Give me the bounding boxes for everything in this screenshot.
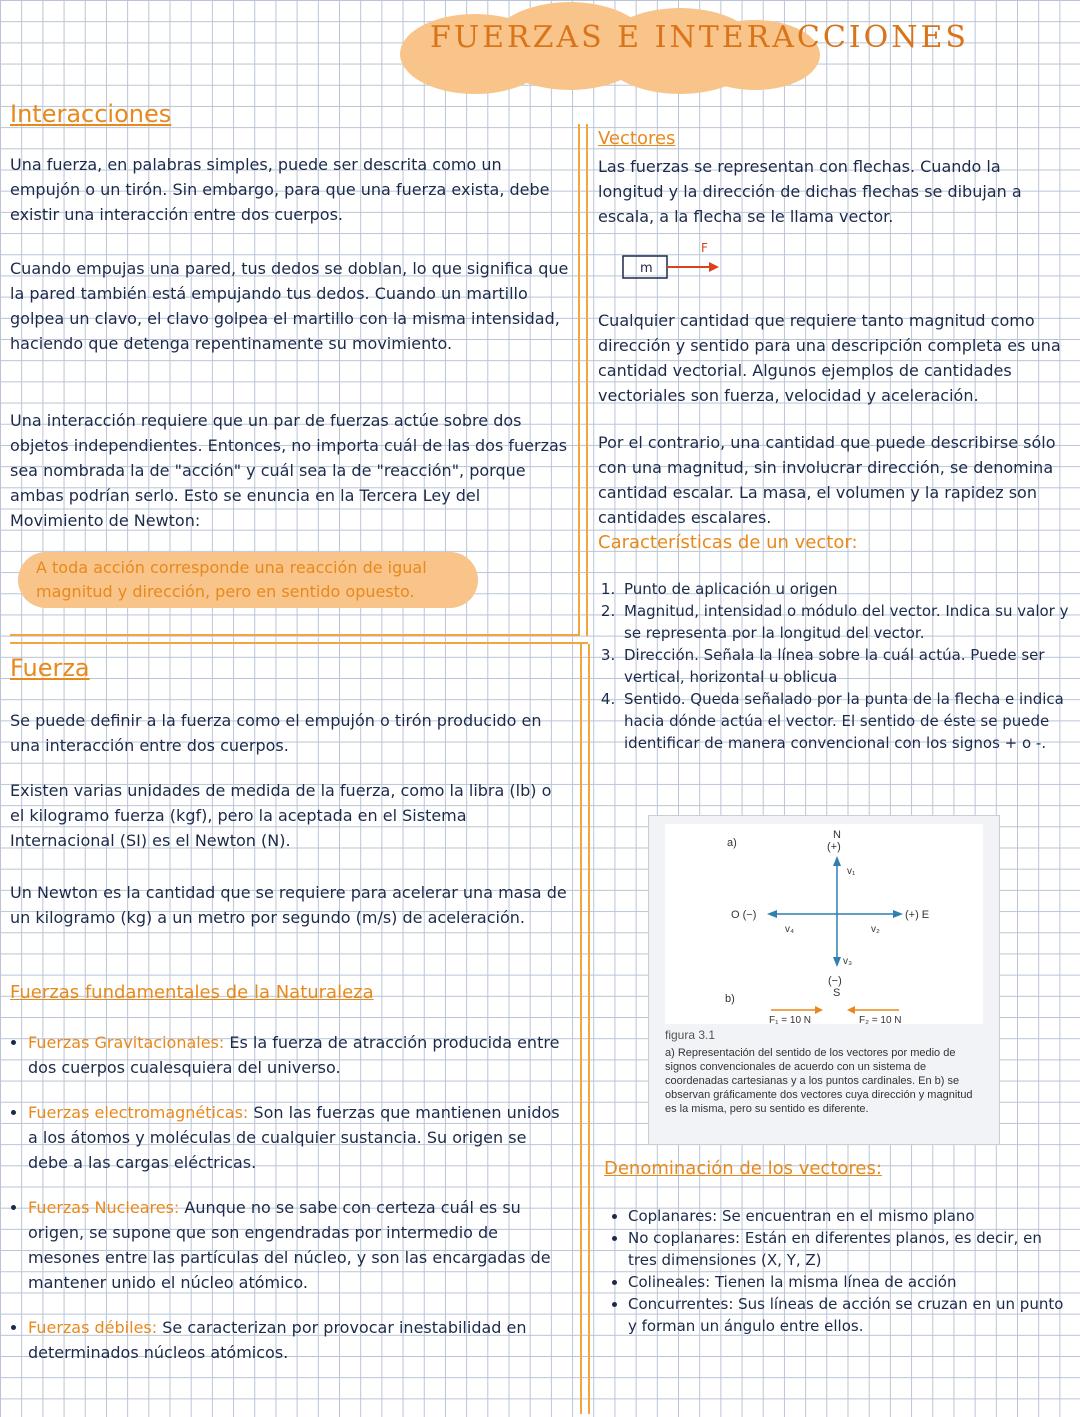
south-sign: (−) [828,975,842,987]
list-item: 2. Magnitud, intensidad o módulo del vector. Indica su valor y se representa por la longitud del vector. [620,600,1080,644]
vectores-heading: Vectores [598,128,676,149]
fundamentales-heading: Fuerzas fundamentales de la Naturaleza [10,982,374,1003]
f1-label: F₁ = 10 N [769,1015,812,1024]
figure-drawing [665,824,983,1024]
page-title: FUERZAS E INTERACCIONES [430,20,969,55]
arrow-down [833,957,841,967]
list-item: • Fuerzas débiles: Se caracterizan por provocar inestabilidad en determinados núcleos atómicos. [28,1315,570,1365]
list-item: • Fuerzas Gravitacionales: Es la fuerza de atracción producida entre dos cuerpos cualesquiera del universo. [28,1030,570,1080]
force-label: F [701,241,708,255]
arrow-left [767,910,777,918]
arrow-right [893,910,903,918]
figure-caption [665,1028,983,1116]
figure-3-1 [648,815,1000,1145]
vector-diagram [665,824,983,1024]
interacciones-heading: Interacciones [10,100,172,128]
f2-label: F₂ = 10 N [859,1015,902,1024]
north-label: N [833,829,841,841]
list-item: • Coplanares: Se encuentran en el mismo plano [628,1205,1070,1227]
figure-label-b: b) [725,993,735,1005]
south-label: S [833,987,841,999]
list-item: • Concurrentes: Sus líneas de acción se cruzan en un punto y forman un ángulo entre ellos. [628,1293,1070,1337]
divider-horizontal [10,634,580,636]
divider-center-2 [586,124,588,636]
figure-caption-text: a) Representación del sentido de los vectores por medio de signos convencionales de acuerdo con un sistema de coordenadas cartesianas y a los puntos cardinales. En b) se observan gráficamente dos vectores cuya dirección y magnitud es la misma, pero su sentido es diferente. [665,1047,973,1115]
vectores-p1: Las fuerzas se representan con flechas. Cuando la longitud y la dirección de dichas flechas se dibujan a escala, a la flecha se le llama vector. [598,157,1022,226]
list-item: • Colineales: Tienen la misma línea de acción [628,1271,1070,1293]
v2-label: v₂ [871,924,880,935]
vector-sketch [615,240,725,284]
divider-horizontal-2 [10,642,588,644]
fuerza-p2: Existen varias unidades de medida de la fuerza, como la libra (lb) o el kilogramo fuerza (kgf), pero la aceptada en el Sistema Internacional (SI) es el Newton (N). [10,781,552,850]
list-item: • No coplanares: Están en diferentes planos, es decir, en tres dimensiones (X, Y, Z) [628,1227,1070,1271]
list-item: • Fuerzas electromagnéticas: Son las fuerzas que mantienen unidos a los átomos y moléculas de cualquier sustancia. Su origen se debe a las cargas eléctricas. [28,1100,570,1175]
interacciones-p2: Cuando empujas una pared, tus dedos se doblan, lo que significa que la pared también está empujando tus dedos. Cuando un martillo golpea un clavo, el clavo golpea el martillo con la misma intensidad, haciendo que detenga repentinamente su movimiento. [10,259,569,353]
divider-lower [580,644,582,1414]
mass-label: m [640,261,653,276]
fuerza-heading: Fuerza [10,654,90,682]
v4-label: v₄ [785,924,795,935]
list-item: 4. Sentido. Queda señalado por la punta de la flecha e indica hacia dónde actúa el vector. El sentido de éste se puede identificar de manera convencional con los signos + o -. [620,688,1080,754]
f1-arrowhead [815,1006,823,1014]
fundamentales-list [10,1030,570,1365]
fuerza-p3: Un Newton es la cantidad que se requiere para acelerar una masa de un kilogramo (kg) a un metro por segundo (m/s) de aceleración. [10,883,567,927]
list-item: • Fuerzas Nucleares: Aunque no se sabe con certeza cuál es su origen, se supone que son engendradas por intermedio de mesones entre las partículas del núcleo, y son las encargadas de mantener unido el núcleo atómico. [28,1195,570,1295]
v1-label: v₁ [847,866,856,877]
caracteristicas-list [600,578,1080,754]
east-label: (+) E [905,909,930,921]
caracteristicas-heading: Características de un vector: [598,532,858,553]
divider-lower-2 [588,644,590,1414]
v3-label: v₃ [843,956,853,967]
denominacion-list [610,1205,1070,1337]
denominacion-heading: Denominación de los vectores: [604,1158,882,1179]
third-law-text: A toda acción corresponde una reacción de igual magnitud y dirección, pero en sentido opuesto. [36,558,427,601]
list-item: 3. Dirección. Señala la línea sobre la cuál actúa. Puede ser vertical, horizontal u oblicua [620,644,1080,688]
divider-center [578,124,580,636]
interacciones-p3: Una interacción requiere que un par de fuerzas actúe sobre dos objetos independientes. Entonces, no importa cuál de las dos fuerzas sea nombrada la de "acción" y cuál sea la de "reacción", porque ambas podrían serlo. Esto se enuncia en la Tercera Ley del Movimiento de Newton: [10,411,568,530]
f2-arrowhead [847,1006,855,1014]
west-label: O (−) [731,909,757,921]
north-sign: (+) [827,841,841,853]
interacciones-p1: Una fuerza, en palabras simples, puede ser descrita como un empujón o un tirón. Sin embargo, para que una fuerza exista, debe existir una interacción entre dos cuerpos. [10,155,550,224]
figure-caption-title: figura 3.1 [665,1028,716,1042]
vectores-p2: Cualquier cantidad que requiere tanto magnitud como dirección y sentido para una descripción completa es una cantidad vectorial. Algunos ejemplos de cantidades vectoriales son fuerza, velocidad y aceleración. [598,311,1061,405]
arrow-up [833,856,841,866]
figure-label-a: a) [727,837,737,849]
fuerza-p1: Se puede definir a la fuerza como el empujón o tirón producido en una interacción entre dos cuerpos. [10,711,542,755]
vectores-p3: Por el contrario, una cantidad que puede describirse sólo con una magnitud, sin involucrar dirección, se denomina cantidad escalar. La masa, el volumen y la rapidez son cantidades escalares. [598,433,1056,527]
force-arrowhead [709,262,719,272]
list-item: 1. Punto de aplicación u origen [620,578,1080,600]
